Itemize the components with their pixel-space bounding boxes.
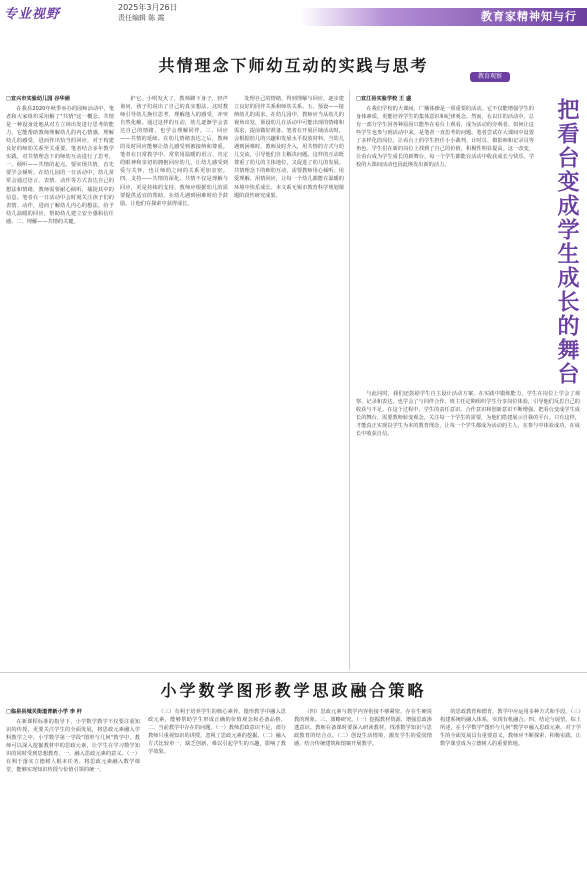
article-1-title: 共情理念下师幼互动的实践与思考	[158, 56, 429, 75]
article-2-byline: □宜江县实验学校 王 盛	[356, 96, 412, 102]
article-3-column-4	[440, 708, 581, 882]
article-3-text-4: 的思政教育和德育，教学中应运用多种方式和手段。（三）构建系统的融入体系，实现有机融合。四、结论与展望。综上所述，在小学数学"图形与几何"教学中融入思政元素，对于学生的全面发展具有重要意义，教师应不断探索，积极实践，让数学课堂成为立德树人的重要阵地。	[440, 709, 581, 748]
article-3-byline: □临泉县城关街道青新小学 李 杆	[6, 709, 82, 715]
section-badge-label: 教育观察	[477, 73, 502, 80]
article-2-column-1	[356, 95, 534, 385]
section-divider	[0, 672, 587, 673]
article-3-column-2	[148, 708, 286, 882]
article-3-column-3	[294, 708, 432, 882]
article-3-title: 小学数学图形教学思政融合策略	[160, 681, 427, 700]
section-badge	[470, 72, 510, 82]
editor-credit: 责任编辑 陈 霞	[118, 14, 165, 22]
column-name: 教育家精神知与行	[481, 10, 577, 23]
article-2-text-2: 与此同时，我们还鼓励学生自主设计活动方案，在实践中锻炼能力。学生在岗位上学会了观察、记录和表达，也学会了与同伴合作。班主任定期组织学生分享岗位体验，引导他们反思自己的收获与不足。在这个过程中，学生的责任意识、合作意识和创新意识不断增强。把看台变成学生成长的舞台，需要教师转变观念，关注每一个学生的需要，为他们搭建展示自我的平台。只有这样，才能真正实现以学生为本的教育理念，让每一个学生都成为活动的主人，在参与中体验成功，在成长中收获自信。	[356, 391, 580, 438]
article-1-byline: □宜兴市实验幼儿园 谷华娟	[6, 96, 70, 102]
article-2-text-1: 在我们学校的大课间，广播体操是一项重要的活动。它不仅能增强学生的身体素质，更能培养学生的集体意识和纪律观念。然而，在以往的活动中，总有一部分学生因各种原因只能坐在看台上观看，成为活动的旁观者。如何让这些学生也参与到活动中来，是笔者一直思考的问题。笔者尝试在大课间中设置了多样化的岗位，让看台上的学生担任小小裁判、计时员、摄影师和记录员等角色。学生们在新的岗位上找到了自己的价值，积极性明显提高。这一改变，让看台成为学生成长的新舞台，每一个学生都能在活动中收获成长与快乐，学校的大课间活动也因此焕发出新的活力。	[356, 106, 534, 169]
article-1-column-2	[120, 95, 228, 670]
article-3-text-2: （三）有利于培养学生的核心素养。图形教学中融入思政元素，能够帮助学生形成正确的价值观念和必备品格。二、当前教学中存在的问题。（一）教师思政意识不足，部分教师只重视知识的讲授，忽视了思政元素的挖掘。（二）融入方式比较单一，缺乏创新，难以引起学生的兴趣，影响了教学效果。	[148, 709, 286, 756]
article-2-title: 把看台变成学生成长的舞台	[554, 98, 580, 386]
article-1-column-3	[234, 95, 344, 670]
newspaper-logo: 专业视野	[4, 7, 61, 22]
column-divider	[349, 90, 350, 670]
article-3-text-3: （四）思政元素与教学内容衔接不够紧密，存在生硬说教的现象。三、策略研究。（一）挖掘教材资源，增强思政渗透意识。教师在备课时要深入研读教材，找准数学知识与思政教育的结合点。（二）创设生活情境，激发学生的爱国情感，结合传统建筑和图案开展教学。	[294, 709, 432, 748]
article-3-text-1: 在新课程标准的指导下，小学数学教学不仅要注重知识的传授，更要关注学生的全面发展，将思政元素融入学科教学之中。小学数学第一学段"图形与几何"教学中，教师可以深入挖掘教材中的思政元素，让学生在学习数学知识的同时受到思想教育。一、融入思政元素的意义。（一）有利于落实立德树人根本任务。将思政元素融入数学课堂，能够实现知识传授与价值引领的统一。	[6, 719, 140, 774]
article-3-column-1	[6, 708, 140, 882]
article-1-column-1	[6, 95, 114, 670]
article-1-text-3: 处理自己的情绪，得到理解与回应，逐步建立良好的同伴关系和师幼关系。五、预设——接纳幼儿的需求。在幼儿园中，教师应当从幼儿的视角出发，预设幼儿在活动中可能出现的情绪和需求，提前做好准备。笔者在开展区域活动时，会根据幼儿的兴趣和发展水平投放材料，当幼儿遇到困难时，教师及时介入，用共情的方式与幼儿交流，引导他们自主解决问题。这样的互动既尊重了幼儿的主体地位，又促进了幼儿的发展。共情理念下的师幼互动，需要教师用心倾听、用爱理解、用情回应，让每一个幼儿都能在温暖的环境中快乐成长。本文系无锡市教育科学规划课题阶段性研究成果。	[234, 96, 344, 199]
article-1-text-2: 护它，小明发火了，教师蹲下身子，轻声询问，孩子们说出了自己的真实想法。这时教师引导幼儿换位思考，理解他人的感受，冲突自然化解。通过这样的互动，幼儿逐渐学会表达自己的情绪，也学会理解同伴。三、回应——共情的延续。在幼儿情绪表达之后，教师的及时回应能够让幼儿感受到被接纳和尊重。笔者在日常教学中，常常用温暖的语言、肯定的眼神和亲切的拥抱回应幼儿，让幼儿感受到爱与关怀，也让师幼之间的关系更加亲密。四、支持——共情的深化。共情不仅是理解与回应，更是持续的支持。教师应根据幼儿的需要提供适宜的帮助，在幼儿遇到困难时给予鼓励，让他们在探索中获得成长。	[120, 96, 228, 207]
article-1-text-1: 在我县2020年秋季举办的园师活动中，笔者和大家组织采用解了"共情"这一概念。共情是一种设身处地从对方立场出发进行思考的能力，它能帮助教师理解幼儿的内心情感，理解幼儿的感受，进而作出恰当的回应，对于构建良好的师幼关系至关重要。笔者结合多年教学实践，对共情理念下的师幼互动进行了思考。一、倾听——共情的起点。要实现共情，首先要学会倾听。在幼儿园的一日活动中，幼儿常常会通过语言、表情、动作等方式表达自己的想法和情绪，教师需要耐心倾听，捕捉其中的信息。笔者在一日活动中会时刻关注孩子们的表情、动作，进而了解幼儿内心的想法，给予幼儿温暖的回应，帮助幼儿建立安全感和信任感。二、理解——共情的关键。	[6, 106, 114, 225]
article-2-column-2	[356, 390, 580, 670]
page-header	[0, 0, 587, 34]
issue-date: 2025年3月26日	[118, 3, 178, 12]
